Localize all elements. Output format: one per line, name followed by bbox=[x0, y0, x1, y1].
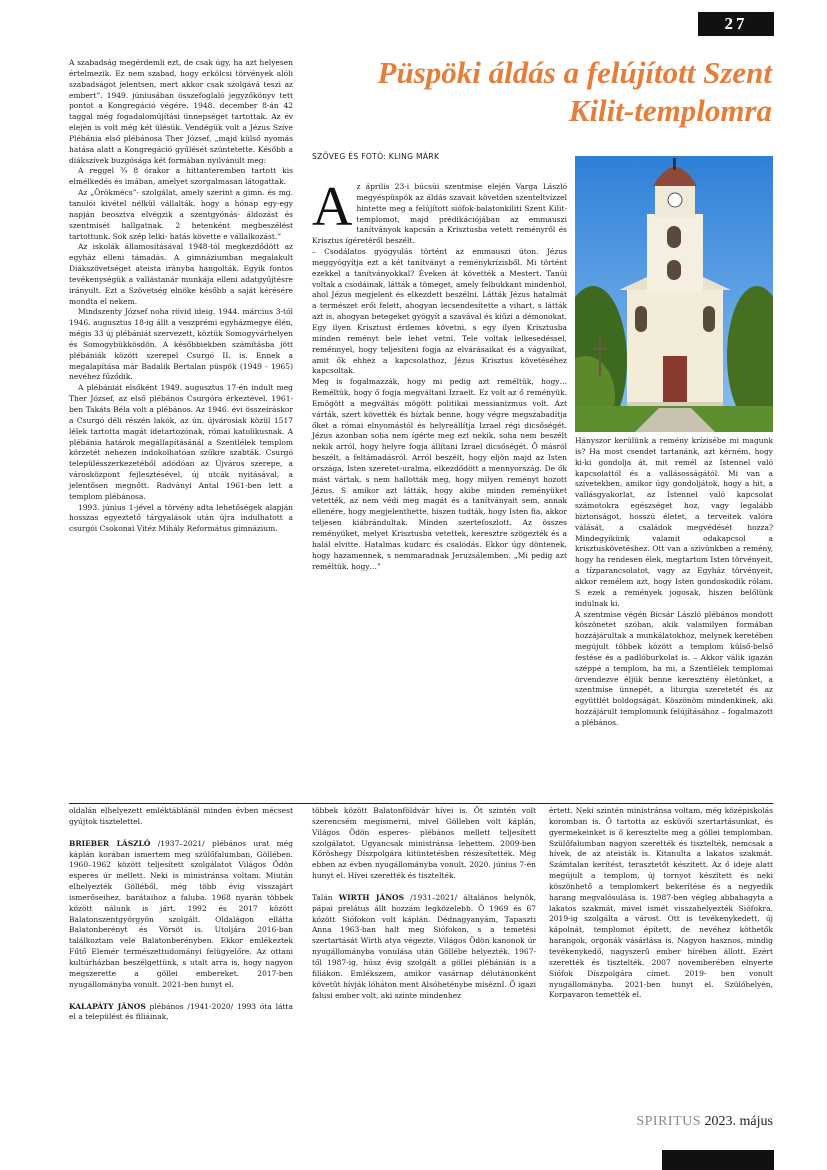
paragraph: – Csodálatos gyógyulás történt az emmauszi úton. Jézus meggyógyítja ezt a két tanítványt a reménykrízisből. Mi történt ezekkel a tanítványokkal? Éveken át követték a Mestert. Tanúi voltak a csodáinak, látták a tömeget, amely felbukkant mindenhol, ahol Jézus megjelent és elkezdett beszélni. Látták Jézus hatalmát a természet erői felett, ahogyan lecsendesítette a vihart, s látták azt is, ahogyan betegeket gyógyít a szavával és kiűzi a démonokat. Egy ilyen Krisztust érdemes követni, s egy ilyen Krisztusba minden reményt bele lehet vetni. Tele voltak lelkesedéssel, reménnyel, hogy teljesíteni fogja az elvárásaikat és a vágyaikat, amit ők ehhez a kapcsolathoz, Jézus Krisztus követéséhez kapcsoltak. bbox=[312, 247, 567, 376]
paragraph: Hányszor kerülünk a remény krízisébe mi magunk is? Ha most csendet tartanánk, azt kérném, hogy ki-ki gondolja át, mit remél az Istennel való kapcsolattól és a vallásosságától. Mi van a szívetekben, amikor úgy gondoljátok, hogy a hit, a vallásgyakorlat, az Istennel való kapcsolat számotokra egészséget hoz, vagy legalább biztonságot, hosszú életet, a terveitek valóra válását, a családok megvédését hozza? Mindegyikünk valamit odakapcsol a krisztuskövetéshez. Ott van a szívünkben a remény, hogy ha rendesen élek, megtartom Isten törvényeit, a tízparancsolatot, vagy az Egyház törvényeit, akkor remélem azt, hogy Isten gondoskodik rólam. S ezek a remények jogosak, hiszen belőlünk indulnak ki. bbox=[575, 436, 773, 608]
column-1 bbox=[69, 58, 293, 535]
paragraph: oldalán elhelyezett emléktáblánál minden évben mécsest gyújtok tisztelettel. bbox=[69, 806, 293, 826]
paragraph: KALAPÁTY JÁNOS plébános /1941-2020/ 1993 óta látta el a települést és filiáinak, bbox=[69, 1001, 293, 1022]
paragraph: A szabadság megérdemli ezt, de csak úgy, ha azt helyesen értelmezik. Ez nem szabad, hogy erkölcsi törvények alóli szabadságot jelentsen, mert akkor csak szolgává teszi az embert”. 1949. júniusában összefoglaló jegyzőkönyv tett pontot a Kongregáció végére. 1948. december 8-án 42 taggal még fogadalomújítási ünnepséget tartottak. Az év elején is volt még két ülésük. Vendégük volt a Jézus Szíve Plébánia első plébánosa Ther József, „majd külső nyomás hatása alatt a Kongregáció gyűlését szüntetette. Később a diákszívek buzgósága két formában nyilvánult meg: bbox=[69, 58, 293, 165]
footer-bar bbox=[662, 1150, 774, 1170]
person-name: KALAPÁTY JÁNOS bbox=[69, 1001, 146, 1011]
page-number: 27 bbox=[698, 12, 774, 36]
footer bbox=[607, 1114, 773, 1130]
bottom-column-1 bbox=[69, 806, 293, 1023]
paragraph: Az „Örökmécs”- szolgálat, amely szerint a gimn. és mg. tanulói kivétel nélkül vállalták, hogy a hónap egy-egy napján beosztva elvégzik a szentgyónás- áldozást és szentmisét hallgatnak. 2 hetenként megbeszélést tartottunk. Sok szép lelki- hatás követte e vállalkozást.” bbox=[69, 188, 293, 241]
paragraph: BRIEBER LÁSZLÓ /1937–2021/ plébános urat még káplán korában ismertem meg szülőfalumban, Göllében. 1960–1962 között teljesített szolgálatot Világos Ödön esperes úr mellett. Neki is ministránsa voltam. Miután elhelyezték Gölléből, még több évig visszajárt ismerőseihez, barátaihoz a faluba. 1968 nyarán többek között nálunk is járt. 1992 és 2017 között Balatonszentgyörgyön szolgált. Oldalágon ellátta Balatonberényt és Vörsöt is. Utoljára 2016-ban találkoztam vele Balatonberényben. Ekkor emlékeztek Fűtő Elemér természettudományi felügyelőre. Az ottani kultúrházban beszélgettünk, s utalt arra is, hogy nagyon megszerette a göllei embereket. 2017-ben nyugállományba vonult. 2021-ben hunyt el. bbox=[69, 838, 293, 989]
column-3 bbox=[575, 436, 773, 729]
section-divider bbox=[69, 803, 773, 804]
magazine-name: SPIRITUS bbox=[636, 1114, 702, 1129]
column-2 bbox=[312, 176, 567, 572]
bottom-column-2 bbox=[312, 806, 536, 1001]
paragraph: Talán WIRTH JÁNOS /1931–2021/ általános helynök, pápai prelátus állt hozzám legközelebb. Ő 1969 és 67 között Siófokon volt káplán. Dédnagyanyám, Tapaszti Anna 1963-ban halt meg Siófokon, s a temetési szertartását Wirth atya végezte. Világos Ödön kanonok úr nyugállományba vonulása után Göllébe helyezték. 1967-től 1987-ig, húsz évig szolgált a göllei plébánián is a filiákon. Emlékszem, amikor vasárnap délutánonként követűt hívják lóháton ment Alsóheténybe miséznI. Ő igazi falusi ember volt, aki szinte mindenhez bbox=[312, 892, 537, 1000]
article-title: Püspöki áldás a felújított Szent Kilit-templomra bbox=[377, 55, 772, 128]
paragraph: 1993. június 1-jével a törvény adta lehetőségek alapján hosszas egyeztető tárgyalások után újra indulhatott a csurgói Csokonai Vitéz Mihály Református gimnázium. bbox=[69, 502, 293, 534]
paragraph: A plébániát elsőként 1949. augusztus 17-én indult meg Ther József, az első plébános Csurgóra érkeztével. 1961-ben Takáts Béla volt a plébános. Az 1946. évi összeíráskor a Csurgó déli részén lakók, az ún. újvárosiak közül 1517 lélek tartotta magát idetartozónak, római katolikusnak. A plébánia határok megállapításánál a Szentlélek templom körzetét nehezen indokolhatóan szűkre szabták. Csurgó településszerkezetéből adódóan az Újváros szerepe, a városközpont fejlesztésével, új utcák nyitásával, a jelentősen megnőtt. Radványi Antal 1961-ben lett a templom plébánosa. bbox=[69, 383, 293, 501]
paragraph: értett. Neki szintén ministránsa voltam, még középiskolás koromban is. Ő tartotta az esküvői szertartásunkat, és gyermekeinket is ő keresztelte meg a göllei templomban. Szülőfalumban nagyon szerették és tisztelték, nemcsak a hívek, de az ateisták is. Kitanulta a lakatos szakmát. Számtalan kerítést, terasztetőt készített. Az ő ideje alatt megújult a templom, új tornyot készített és neki köszönhető a templomkert bekerítése és a negyedik harang megvalósulása is. 1987-ben végleg abbahagyta a lakatos szakmát, mivel ismét visszahelyezték Siófokra. 2019-ig szolgálta a várost. Ott is tevékenykedett, új kápolnát, templomot épített, de nevéhez köthetők harangok, orgonák vásárlása is. Nagyon hasznos, mindig tevékenykedő, nagyszerű ember hírében állott. Ezért szerették és tisztelték. 2007 novemberében elnyerte Siófok Díszpolgára címet. 2019- ben vonult nyugállományba. 2021-ben hunyt el. Szülőhelyén, Korpavaron temették el. bbox=[549, 806, 773, 1000]
paragraph: Meg is fogalmazzák, hogy mi pedig azt reméltük, hogy… Reméltük, hogy ő fogja megváltani Izraelt. Ez volt az ő reményük. Emögött a megváltás mögött politikai messianizmus volt. Azt várták, szert követték és bíztak benne, hogy végre megszabadítja őket a római elnyomástól és helyreállítja Izrael régi dicsőségét. Jézus azonban soha nem ígérte meg ezt nekik, soha nem beszélt nekik arról, hogy helyre fogja állítani Izrael dicsőségét. Ő másról beszélt, a feltámadásról. Arról beszélt, hogy eljön majd az Isten országa, Isten szeretet-uralma, elkezdődött a mennyország. De ők mást vártak, s nem hallották meg, hogy milyen reményt hozott Jézus. S amikor azt látták, hogy akibe minden reményüket vetették, az nem védi meg magát és a tanítványait sem, annak ellenére, hogy megjelenthette, hiszen tudták, hogy Isten fia, akkor teljesen kiábrándultak. Minden szertefoszlott. Az összes reményüket, melyet Krisztusba vetettek, keresztre szögezték és a halál elvitte. Hatalmas kudarc és csalódás. Ekkor úgy döntenek, hogy hazamennek, s nemmaradnak Jeruzsálemben. „Mi pedig azt reméltük, hogy…” bbox=[312, 377, 567, 571]
church-photo bbox=[575, 156, 773, 432]
person-name: BRIEBER LÁSZLÓ bbox=[69, 838, 151, 848]
bottom-column-3 bbox=[549, 806, 773, 1001]
paragraph: A reggel ¾ 8 órakor a hittanteremben tartott kis elmélkedés és imában, amelyet szorgalmasan látogattak. bbox=[69, 166, 293, 187]
paragraph: A szentmise végén Bicsár László plébános mondott köszönetet szóban, akik valamilyen formában hozzájárultak a munkálatokhoz, melynek keretében megújult többek között a templom külső-belső festése és a padlóburkolat is. – Akkor válik igazán széppé a templom, ha mi, a Szentlélek templomai örvendezve éljük benne keresztény életünket, a szentmise ünnepét, a liturgia szeretetét és az együttlét boldogságát. Köszönöm mindenkinek, aki hozzájárult templomunk felújításához – fogalmazott a plébános. bbox=[575, 609, 773, 727]
paragraph: Az iskolák államosításával 1948-tól megkezdődött az egyház elleni támadás. A gimnáziumban megalakult Diákszövetséget ateista irányba hangolták. Egyik fontos tevékenységük a vallástanár munkája elleni adatgyűjtésre irányult. Ezt a Szövetség elnöke később a saját kérésére mondta el nekem. bbox=[69, 242, 293, 306]
drop-cap: A bbox=[312, 176, 353, 238]
byline: SZÖVEG ÉS FOTÓ: KLING MÁRK bbox=[312, 152, 440, 161]
paragraph: Mindszenty József noha rövid ideig, 1944. március 3-tól 1946. augusztus 18-ig állt a veszprémi egyházmegye élén, mégis 33 új plébániát szervezett, köztük Somogyvárhelyen és Somogybükkösdön. A későbbiekben számításba jött plébániák között szerepel Csurgó II. is. Ennek a megalapítása már Badalik Bertalan püspök (1949 - 1965) nevéhez fűződik. bbox=[69, 307, 293, 382]
lead-paragraph: Az április 23-i búcsúi szentmise elején Varga László megyéspüspök az áldás szavait követően szenteltvízzel hintette meg a felújított siófok-balatonkiliti Szent Kilit-templomot, majd prédikációjában az emmauszi tanítványok kapcsán a Krisztusba vetett reményről és Krisztus ígéretéről beszélt. bbox=[312, 176, 567, 246]
person-name: WIRTH JÁNOS bbox=[338, 892, 404, 902]
issue-date: 2023. május bbox=[704, 1114, 773, 1129]
paragraph: többek között Balatonföldvár hívei is. Őt szintén volt szerencsém megismerni, mivel Gölleben volt káplán, Világos Ödön esperes- plébános mellett teljesített szolgálatot. Ugyancsak ministránsa lehettem. 2009-ben Kőröshegy Díszpolgára kitüntetésben részesítették. Még ebben az évben nyugállományba vonult. 2020. június 7-én hunyt el. Hívei szerették és tisztelték. bbox=[312, 806, 536, 881]
